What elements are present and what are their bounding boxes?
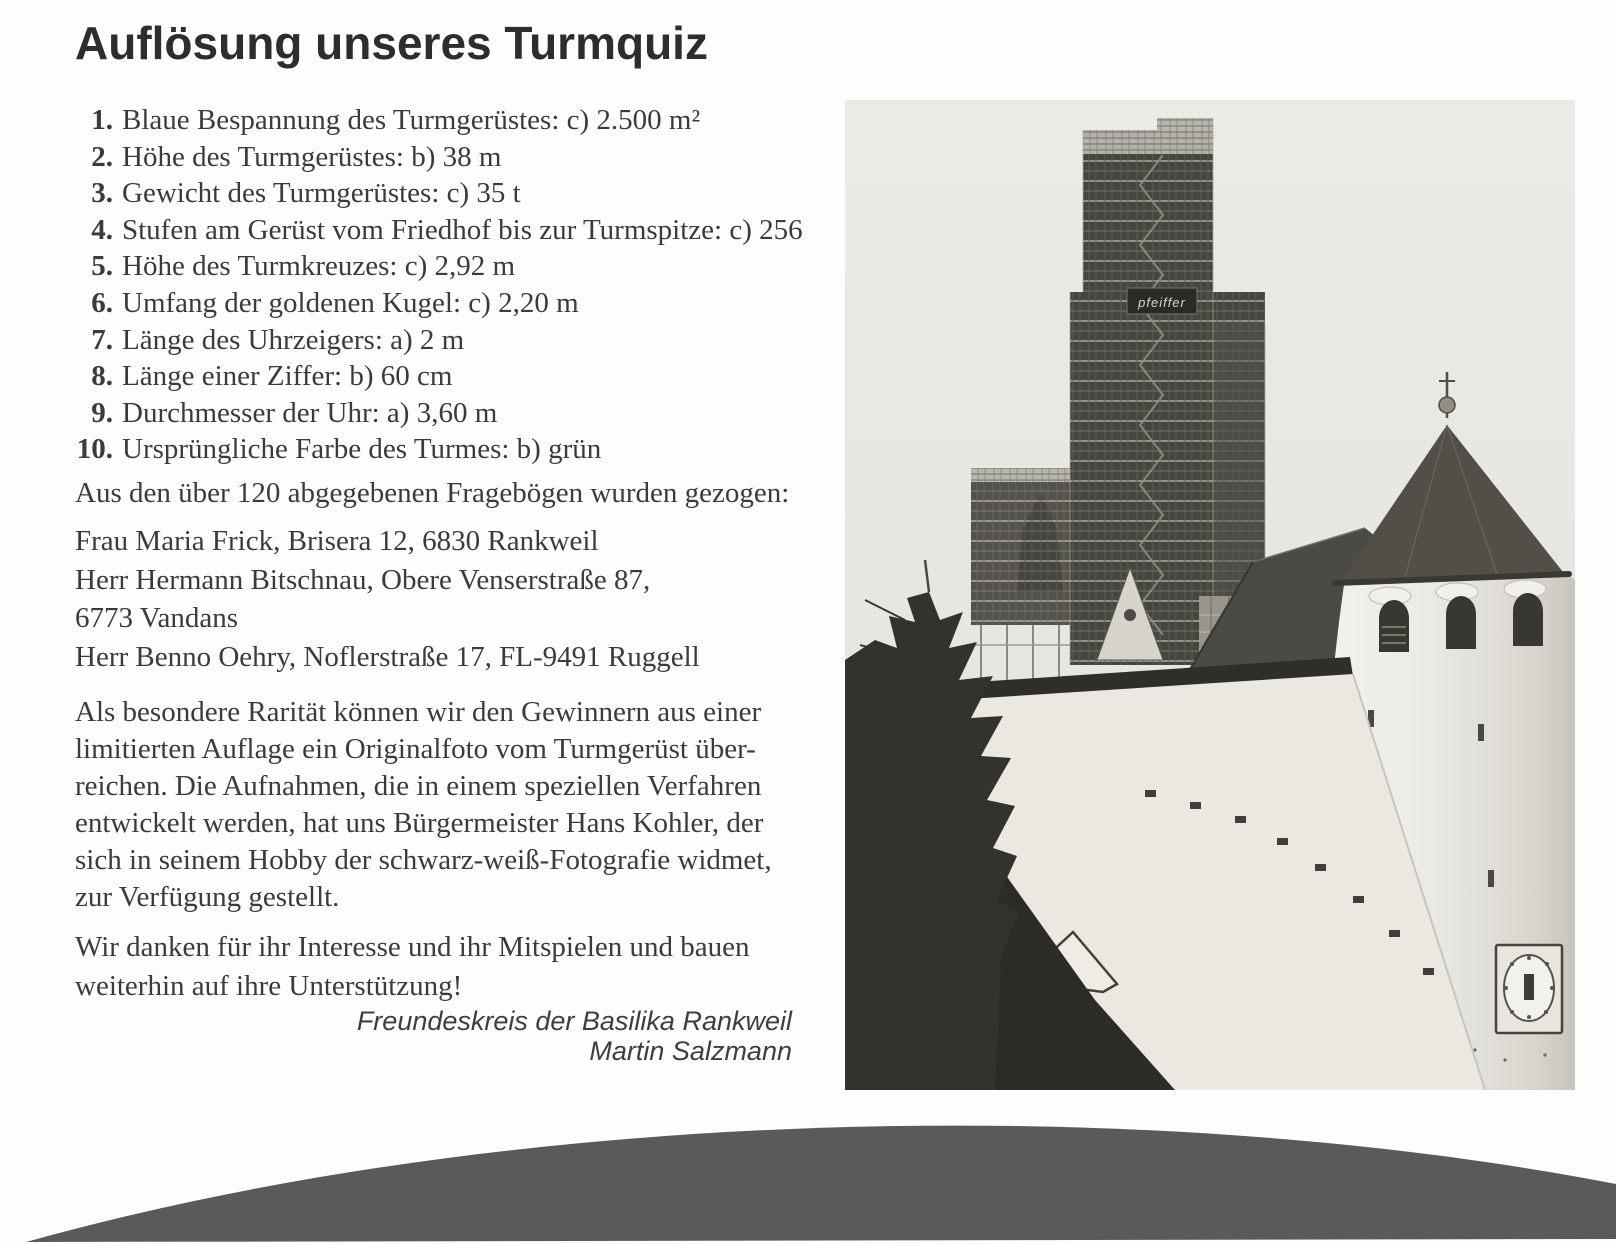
quiz-answer-item bbox=[75, 248, 815, 285]
footer-hill-shape bbox=[26, 1126, 1616, 1242]
answer-text: Ursprüngliche Farbe des Turmes: b) grün bbox=[122, 433, 602, 466]
rarity-paragraph bbox=[75, 694, 805, 916]
answer-number: 10. bbox=[76, 433, 113, 466]
quiz-answer-item bbox=[75, 285, 815, 322]
answer-number: 9. bbox=[91, 396, 113, 429]
signature-person: Martin Salzmann bbox=[589, 1036, 792, 1066]
quiz-answer-item bbox=[75, 139, 815, 176]
paragraph-line: sich in seinem Hobby der schwarz-weiß-Fotografie widmet, bbox=[75, 844, 772, 876]
belfry-arch bbox=[1446, 596, 1476, 649]
church-photo bbox=[845, 100, 1575, 1090]
paragraph-line: entwickelt werden, hat uns Bürgermeister Hans Kohler, der bbox=[75, 807, 764, 839]
banner-text: pfeiffer bbox=[1138, 295, 1186, 310]
answer-number: 5. bbox=[91, 250, 113, 283]
page-title: Auflösung unseres Turmquiz bbox=[75, 17, 708, 69]
draw-intro: Aus den über 120 abgegebenen Fragebögen wurden gezogen: bbox=[75, 477, 790, 509]
answer-text: Höhe des Turmkreuzes: c) 2,92 m bbox=[122, 250, 516, 283]
paragraph-line: Als besondere Rarität können wir den Gewinnern aus einer bbox=[75, 696, 762, 728]
paragraph-line: limitierten Auflage ein Originalfoto vom Turmgerüst über- bbox=[75, 733, 756, 765]
footer-curve-graphic bbox=[0, 1034, 1616, 1244]
winner-line: 6773 Vandans bbox=[75, 602, 238, 634]
answer-text: Durchmesser der Uhr: a) 3,60 m bbox=[122, 396, 498, 429]
winner-list bbox=[75, 522, 700, 676]
paragraph-line: weiterhin auf ihre Unterstützung! bbox=[75, 969, 463, 1002]
quiz-answer-item bbox=[75, 395, 815, 432]
golden-ball-finial bbox=[1439, 397, 1455, 413]
paragraph-line: reichen. Die Aufnahmen, die in einem speziellen Verfahren bbox=[75, 770, 762, 802]
answer-text: Umfang der goldenen Kugel: c) 2,20 m bbox=[122, 286, 579, 319]
belfry-arch bbox=[1513, 593, 1543, 646]
winner-line: Herr Benno Oehry, Noflerstraße 17, FL-9491 Ruggell bbox=[75, 640, 700, 673]
church-photo-graphic bbox=[845, 100, 1575, 1090]
paragraph-line: zur Verfügung gestellt. bbox=[75, 881, 340, 913]
quiz-answer-item bbox=[75, 431, 815, 468]
answer-number: 6. bbox=[91, 286, 113, 319]
answer-number: 4. bbox=[91, 213, 113, 246]
answer-number: 3. bbox=[91, 177, 113, 210]
signature-org: Freundeskreis der Basilika Rankweil bbox=[356, 1006, 792, 1036]
answer-text: Länge einer Ziffer: b) 60 cm bbox=[122, 360, 453, 393]
paragraph-line: Wir danken für ihr Interesse und ihr Mitspielen und bauen bbox=[75, 931, 750, 963]
quiz-answer-list bbox=[75, 102, 815, 468]
round-window bbox=[1124, 609, 1136, 621]
winner-line: Frau Maria Frick, Brisera 12, 6830 Rankweil bbox=[75, 525, 599, 557]
answer-number: 1. bbox=[91, 104, 113, 136]
answer-number: 7. bbox=[91, 323, 113, 356]
tower-clock bbox=[1496, 945, 1562, 1033]
belfry-arch bbox=[1379, 600, 1409, 652]
answer-text: Stufen am Gerüst vom Friedhof bis zur Turmspitze: c) 256 bbox=[122, 213, 803, 246]
answer-text: Länge des Uhrzeigers: a) 2 m bbox=[122, 323, 465, 356]
answer-text: Höhe des Turmgerüstes: b) 38 m bbox=[122, 140, 502, 173]
winner-line: Herr Hermann Bitschnau, Obere Venserstraße 87, bbox=[75, 563, 651, 596]
answer-text: Blaue Bespannung des Turmgerüstes: c) 2.500 m² bbox=[122, 104, 701, 136]
answer-text: Gewicht des Turmgerüstes: c) 35 t bbox=[122, 177, 521, 210]
quiz-answer-item bbox=[75, 212, 815, 249]
thanks-paragraph bbox=[75, 928, 805, 1005]
quiz-answer-item bbox=[75, 358, 815, 395]
quiz-answer-item bbox=[75, 102, 815, 139]
answer-number: 8. bbox=[91, 360, 113, 393]
answer-number: 2. bbox=[91, 140, 113, 173]
quiz-answer-item bbox=[75, 322, 815, 359]
quiz-answer-item bbox=[75, 175, 815, 212]
